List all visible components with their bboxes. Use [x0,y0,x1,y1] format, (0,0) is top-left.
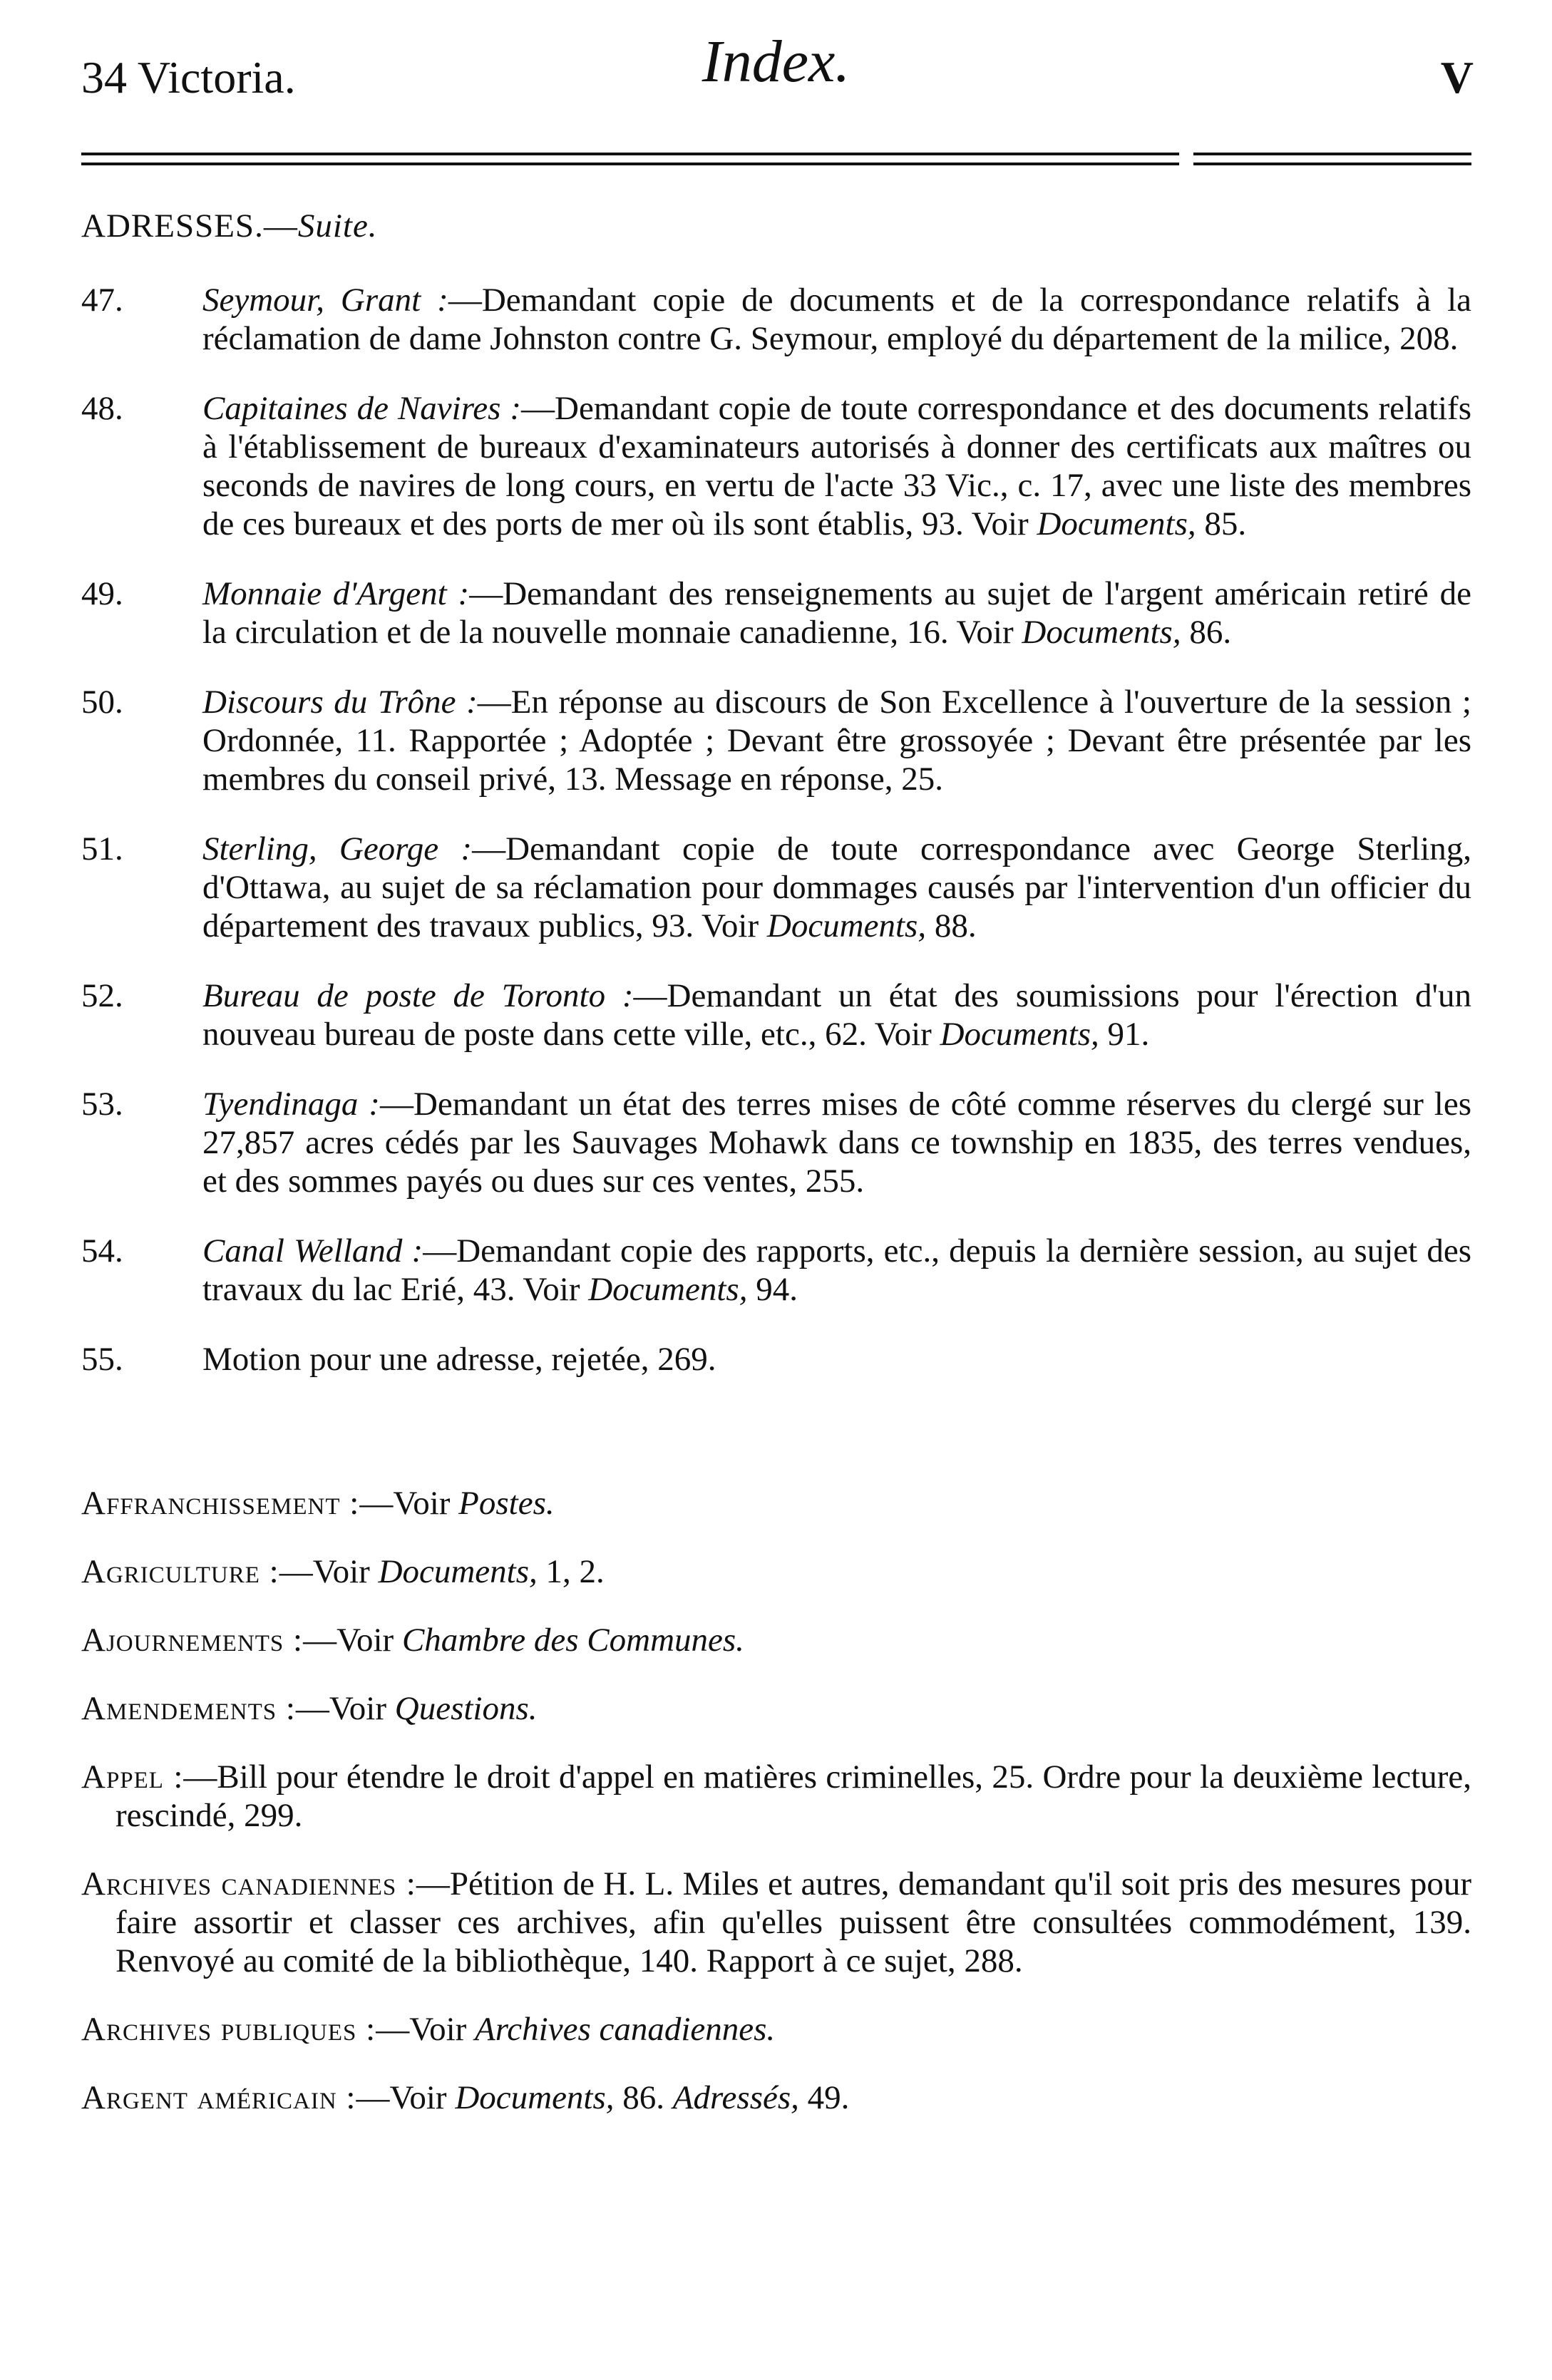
section-title-suffix: Suite. [297,207,378,244]
topic-entry [81,1758,1471,1835]
entry-text: —Demandant copie des rapports, etc., depuis la dernière session, au sujet des travaux du lac Erié, 43. Voir [202,1232,1471,1308]
entry-text: —En réponse au discours de Son Excellence à l'ouverture de la session ; Ordonnée, 11. Rapportée ; Adoptée ; Devant être grossoyée ; Devant être présentée par les membres du conseil privé, 13. Message en réponse, 25. [202,684,1471,798]
entry-heading: Capitaines de Navires : [202,390,522,427]
entry-ref-label: Documents, [1022,614,1181,651]
topic-heading: Archives canadiennes : [81,1865,416,1902]
topic-ref: Archives canadiennes. [475,2011,776,2048]
entry-text: Motion pour une adresse, rejetée, 269. [202,1341,716,1378]
header-double-rule [81,153,1471,170]
entry-number: 48. [81,390,123,427]
page-number: V [1440,52,1474,103]
topic-ref: Questions. [394,1690,538,1727]
entry-ref-target: 88. [926,907,977,944]
topic-entry [81,1621,1471,1659]
entry-ref-label: Documents, [940,1016,1099,1053]
entry-body [202,1232,1471,1308]
topic-entry [81,1484,1471,1523]
section-title-main: ADRESSES.— [81,207,298,244]
entry-body [202,282,1471,357]
topic-text: —Bill pour étendre le droit d'appel en matières criminelles, 25. Ordre pour la deuxième lecture, rescindé, 299. [115,1758,1471,1834]
entry-heading: Seymour, Grant : [202,282,448,319]
entry-body [202,830,1471,944]
entry-ref-label: Documents, [766,907,927,944]
index-entry [81,1085,1471,1200]
topic-heading: Appel : [81,1758,184,1796]
entry-text: —Demandant copie de documents et de la correspondance relatifs à la réclamation de dame Johnston contre G. Seymour, employé du département de la milice, 208. [202,282,1472,357]
topic-text: —Voir [376,2011,476,2048]
rule-line [81,163,1179,165]
entry-ref-target: 91. [1099,1016,1150,1053]
entry-number: 49. [81,575,123,612]
topic-heading: Affranchissement : [81,1485,360,1522]
entry-text: —Demandant copie de toute correspondance avec George Sterling, d'Ottawa, au sujet de sa réclamation pour dommages causés par l'intervention d'un officier du département des travaux publics, 93. Voir [202,830,1472,944]
entry-body [202,390,1471,542]
index-entry [81,281,1471,358]
topic-heading: Ajournements : [81,1622,304,1659]
topic-ref: Documents, [378,1553,538,1590]
topic-page: 86. [614,2079,673,2116]
topic-ref: Adressés, [672,2079,799,2116]
topic-heading: Amendements : [81,1690,296,1727]
section-title [81,207,1471,245]
entry-heading: Bureau de poste de Toronto : [202,977,634,1014]
entry-text: —Demandant des renseignements au sujet de l'argent américain retiré de la circulation et de la nouvelle monnaie canadienne, 16. Voir [202,575,1471,651]
entry-body [202,977,1471,1053]
topic-text: —Voir [279,1553,379,1590]
entry-number: 50. [81,684,123,721]
topic-entries [81,1484,1471,2117]
topic-text: —Voir [295,1690,395,1727]
entry-number: 54. [81,1232,123,1269]
topic-text: —Voir [303,1622,402,1659]
index-entry [81,575,1471,651]
index-entry [81,1232,1471,1309]
rule-line [81,153,1179,155]
topic-entry [81,1689,1471,1728]
entry-body [202,1341,716,1378]
index-entry [81,830,1471,945]
index-entry [81,389,1471,543]
entry-ref-target: 85. [1196,505,1247,542]
topic-page: 49. [798,2079,850,2116]
entry-number: 55. [81,1341,123,1378]
running-head-left: 34 Victoria. [81,52,296,103]
entry-ref-label: Documents, [1037,505,1196,542]
entry-text: —Demandant un état des terres mises de côté comme réserves du clergé sur les 27,857 acres cédés par les Sauvages Mohawk dans ce township en 1835, des terres vendues, et des sommes payés ou dues sur ces ventes, 255. [202,1086,1471,1200]
topic-ref: Chambre des Communes. [401,1622,744,1659]
entry-body [202,575,1471,651]
entry-ref-target: 86. [1181,614,1232,651]
topic-page: 1, 2. [537,1553,605,1590]
topic-heading: Agriculture : [81,1553,279,1590]
running-head-title: Index. [702,29,850,95]
topic-ref: Documents, [455,2079,615,2116]
topic-ref: Postes. [458,1485,555,1522]
entry-heading: Canal Welland : [202,1232,423,1269]
topic-heading: Archives publiques : [81,2011,376,2048]
entry-heading: Tyendinaga : [202,1086,380,1123]
index-entry [81,683,1471,798]
entry-heading: Discours du Trône : [202,684,478,721]
topic-entry [81,2010,1471,2049]
entry-number: 51. [81,830,123,867]
entry-text: —Demandant un état des soumissions pour l'érection d'un nouveau bureau de poste dans cette ville, etc., 62. Voir [202,977,1471,1053]
topic-text: —Pétition de H. L. Miles et autres, demandant qu'il soit pris des mesures pour faire assortir et classer ces archives, afin qu'elles puissent être consultées commodément, 139. Renvoyé au comité de la bibliothèque, 140. Rapport à ce sujet, 288. [115,1865,1472,1979]
rule-line [1193,153,1471,155]
spacer [81,1410,1471,1484]
entry-number: 47. [81,282,123,319]
entry-body [202,684,1471,798]
index-entry [81,977,1471,1054]
entry-heading: Monnaie d'Argent : [202,575,470,612]
index-body [81,207,1471,2147]
entry-heading: Sterling, George : [202,830,473,867]
entry-number: 52. [81,977,123,1014]
adresses-entries [81,281,1471,1379]
topic-text: —Voir [356,2079,456,2116]
topic-entry [81,2078,1471,2117]
index-entry [81,1340,1471,1379]
entry-ref-target: 94. [747,1271,798,1308]
entry-body [202,1086,1471,1200]
topic-entry [81,1865,1471,1980]
entry-ref-label: Documents, [588,1271,748,1308]
topic-entry [81,1552,1471,1591]
rule-line [1193,163,1471,165]
entry-text: —Demandant copie de toute correspondance et des documents relatifs à l'établissement de bureaux d'examinateurs autorisés à donner des certificats aux maîtres ou seconds de navires de long cours, en vertu de l'acte 33 Vic., c. 17, avec une liste des membres de ces bureaux et des ports de mer où ils sont établis, 93. Voir [202,390,1471,542]
topic-heading: Argent américain : [81,2079,356,2116]
topic-text: —Voir [359,1485,459,1522]
entry-number: 53. [81,1086,123,1123]
